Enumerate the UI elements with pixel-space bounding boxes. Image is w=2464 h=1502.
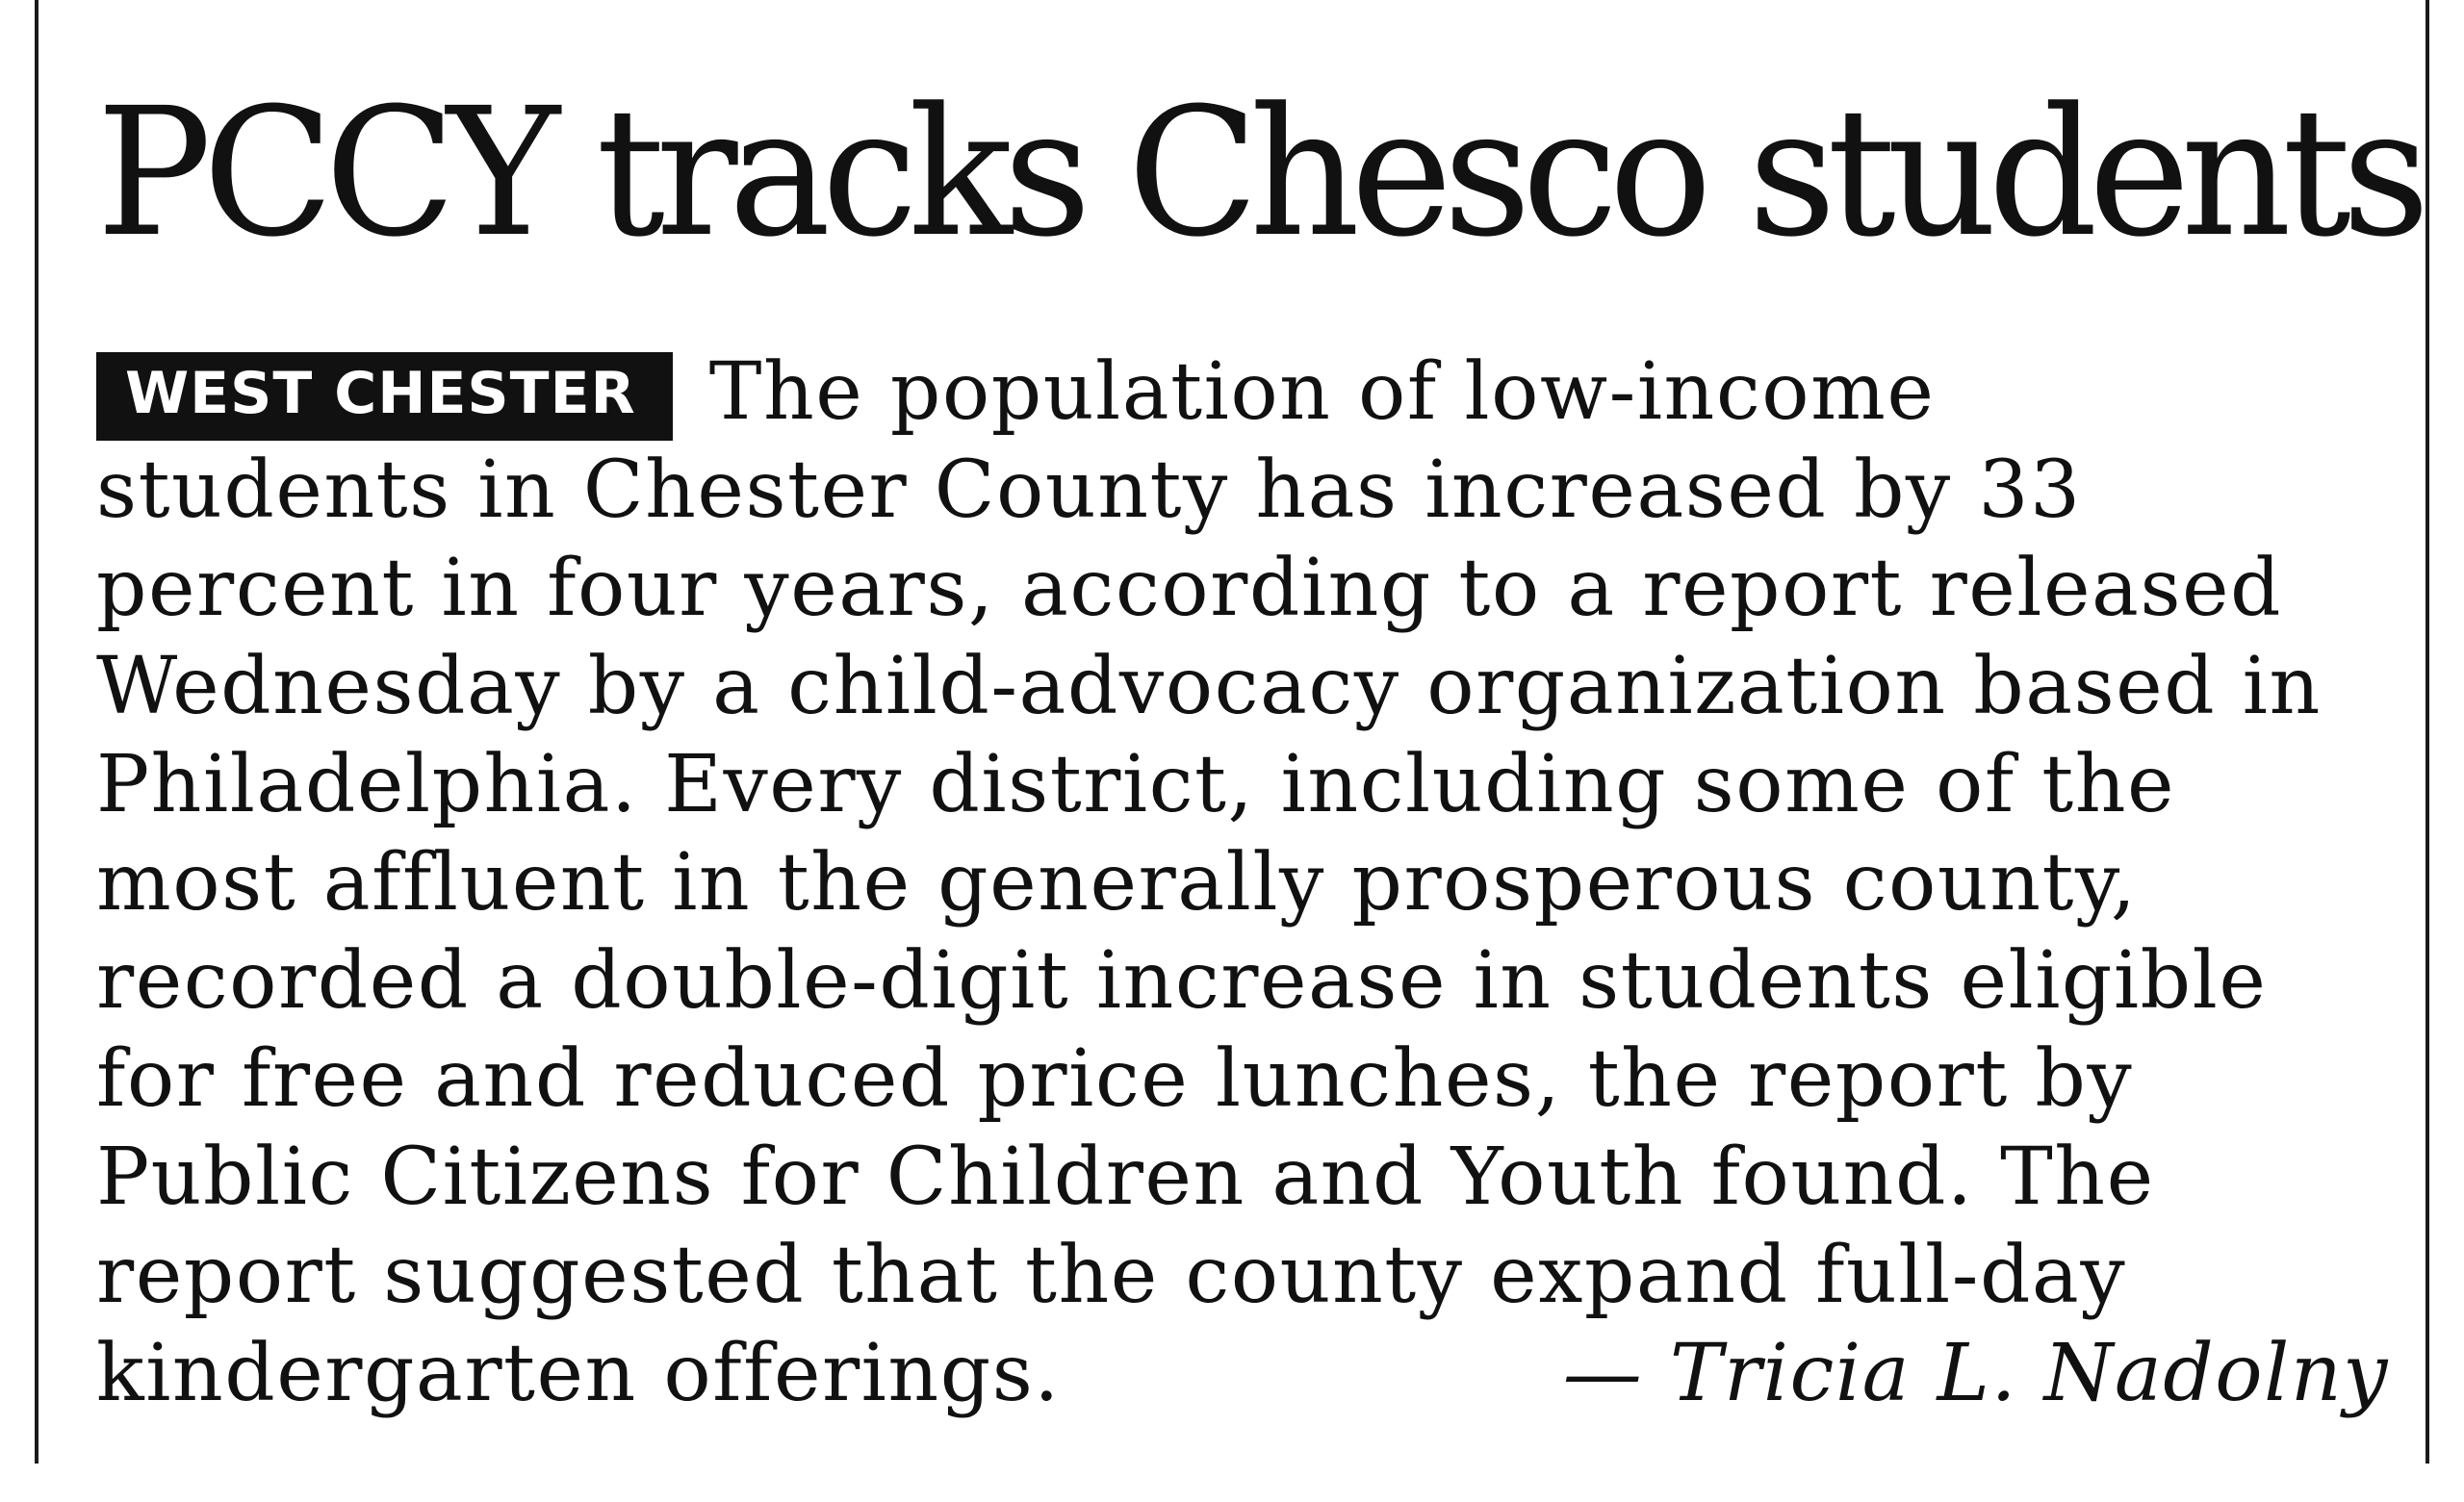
body-line-1: The population of low-income bbox=[708, 346, 1936, 438]
body-line-3: percent in four years, according to a report released bbox=[96, 543, 2283, 634]
body-line-9: Public Citizens for Children and Youth found. The bbox=[96, 1132, 2155, 1223]
dateline-badge: WEST CHESTER bbox=[96, 352, 673, 441]
body-line-10: report suggested that the county expand full-day bbox=[96, 1230, 2127, 1321]
body-line-4: Wednesday by a child-advocacy organization based in bbox=[96, 641, 2322, 732]
body-line-7: recorded a double-digit increase in students eligible bbox=[96, 935, 2268, 1027]
left-column-rule bbox=[35, 0, 38, 1464]
article-last-line bbox=[96, 1325, 2387, 1423]
body-line-5: Philadelphia. Every district, including some of the bbox=[96, 739, 2176, 830]
body-line-11: kindergarten offerings. bbox=[96, 1328, 1061, 1419]
article-body bbox=[96, 344, 2387, 1423]
headline: PCCY tracks Chesco students bbox=[96, 70, 2422, 276]
right-column-rule bbox=[2426, 0, 2429, 1464]
body-line-2: students in Chester County has increased by 33 bbox=[96, 445, 2082, 536]
body-line-8: for free and reduced price lunches, the report by bbox=[96, 1033, 2134, 1125]
body-line-6: most affluent in the generally prosperous county, bbox=[96, 837, 2138, 929]
article-first-line bbox=[96, 344, 2387, 442]
byline: — Tricia L. Nadolny bbox=[1562, 1328, 2389, 1419]
